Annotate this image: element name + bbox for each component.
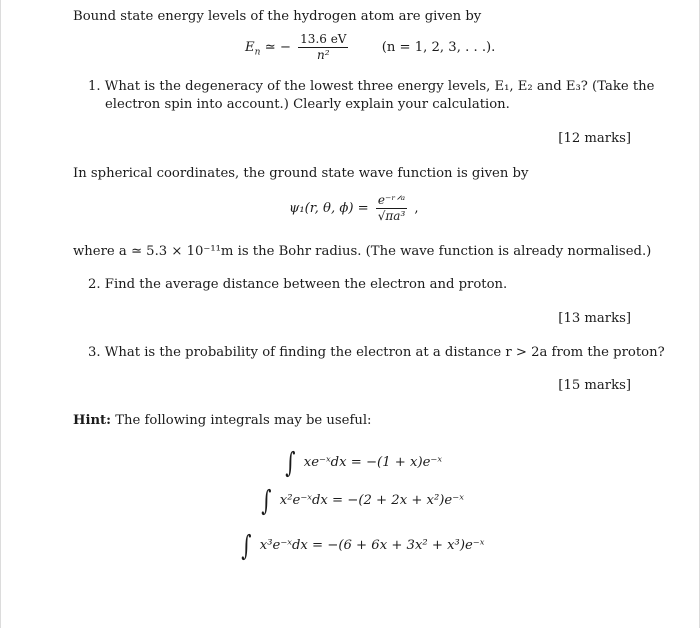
q1-marks: [12 marks] (558, 131, 631, 146)
q3-number: 3. (88, 345, 101, 360)
hint-line (73, 413, 372, 428)
integral-1 (283, 446, 443, 479)
q1-line1 (88, 79, 654, 94)
intro-text: Bound state energy levels of the hydrogen atom are given by (73, 9, 482, 24)
integral-2-expr: x²e⁻ˣdx = −(2 + 2x + x²)e⁻ˣ (279, 493, 464, 508)
integral-2 (259, 484, 464, 517)
q2-line (88, 277, 507, 292)
energy-fraction (298, 33, 348, 62)
bohr-radius-text: where a ≃ 5.3 × 10⁻¹¹m is the Bohr radius. (The wave function is already normalised.) (73, 244, 652, 259)
integral-3 (239, 529, 485, 562)
q2-marks: [13 marks] (558, 311, 631, 326)
wavefunction-lhs: ψ₁(r, θ, ϕ) = (289, 201, 369, 216)
q3-line (88, 345, 665, 360)
approx-sign: ≃ (264, 40, 276, 55)
energy-symbol: E (245, 40, 255, 55)
wavefunction-formula (289, 194, 419, 223)
wavefunction-numerator: e⁻ʳᐟᵃ (377, 193, 406, 207)
energy-formula (245, 33, 495, 62)
integral-1-expr: xe⁻ˣdx = −(1 + x)e⁻ˣ (303, 455, 443, 470)
q1-text-1: What is the degeneracy of the lowest three energy levels, E₁, E₂ and E₃? (Take the (104, 79, 655, 94)
q3-text: What is the probability of finding the electron at a distance r > 2a from the proton? (104, 345, 665, 360)
integral-sign: ∫ (241, 529, 252, 562)
ground-state-intro: In spherical coordinates, the ground state wave function is given by (73, 166, 529, 181)
integral-3-expr: x³e⁻ˣdx = −(6 + 6x + 3x² + x³)e⁻ˣ (259, 538, 485, 553)
wavefunction-comma: , (414, 201, 419, 216)
energy-condition: (n = 1, 2, 3, . . .). (381, 40, 496, 55)
hint-text: The following integrals may be useful: (115, 413, 372, 428)
energy-denominator: n² (317, 48, 330, 62)
integral-sign: ∫ (261, 484, 272, 517)
q2-text: Find the average distance between the electron and proton. (104, 277, 508, 292)
energy-numerator: 13.6 eV (300, 32, 347, 46)
wavefunction-fraction (376, 194, 407, 223)
q3-marks: [15 marks] (558, 378, 631, 393)
energy-subscript: n (254, 47, 261, 58)
hint-label: Hint: (73, 413, 112, 428)
wavefunction-denominator: √πa³ (377, 209, 406, 223)
minus-sign: − (279, 40, 291, 55)
q1-number: 1. (88, 79, 101, 94)
q1-text-2: electron spin into account.) Clearly explain your calculation. (105, 97, 510, 112)
integral-sign: ∫ (285, 446, 296, 479)
q2-number: 2. (88, 277, 101, 292)
